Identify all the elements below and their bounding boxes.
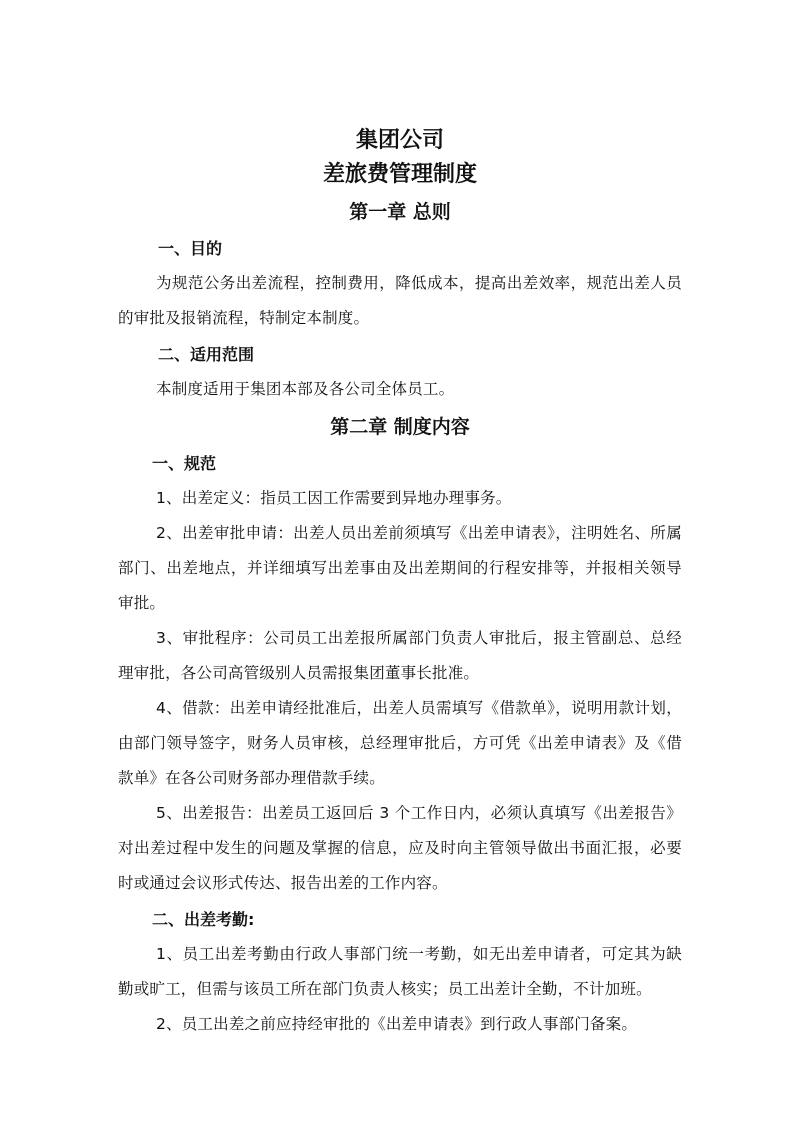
section-heading-attendance: 二、出差考勤: (152, 910, 255, 929)
chapter-heading-1: 第一章 总则 (349, 201, 451, 223)
paragraph-rule-4: 4、借款：出差申请经批准后，出差人员需填写《借款单》，说明用款计划，由部门领导签字，财务人员审核，总经理审批后，方可凭《出差申请表》及《借款单》在各公司财务部办理借款手续。 (118, 699, 682, 787)
paragraph-attendance-1: 1、员工出差考勤由行政人事部门统一考勤，如无出差申请者，可定其为缺勤或旷工，但需与该员工所在部门负责人核实；员工出差计全勤，不计加班。 (118, 945, 682, 998)
document-title-policy: 差旅费管理制度 (322, 162, 477, 187)
paragraph-attendance-2: 2、员工出差之前应持经审批的《出差申请表》到行政人事部门备案。 (156, 1015, 638, 1033)
document-title-company: 集团公司 (355, 128, 444, 153)
paragraph-rule-1: 1、出差定义：指员工因工作需要到异地办理事务。 (156, 489, 512, 507)
paragraph-rule-5: 5、出差报告：出差员工返回后 3 个工作日内，必须认真填写《出差报告》对出差过程中发生的问题及掌握的信息，应及时向主管领导做出书面汇报，必要时或通过会议形式传达、报告出差的工作内容。 (118, 804, 682, 892)
paragraph-rule-3: 3、审批程序：公司员工出差报所属部门负责人审批后，报主管副总、总经理审批，各公司高管级别人员需报集团董事长批准。 (118, 629, 682, 682)
section-heading-scope: 二、适用范围 (158, 345, 255, 364)
paragraph-purpose: 为规范公务出差流程，控制费用，降低成本，提高出差效率，规范出差人员的审批及报销流程，特制定本制度。 (118, 274, 682, 327)
section-heading-rules: 一、规范 (152, 454, 217, 473)
paragraph-rule-2: 2、出差审批申请：出差人员出差前须填写《出差申请表》，注明姓名、所属部门、出差地点，并详细填写出差事由及出差期间的行程安排等，并报相关领导审批。 (118, 524, 682, 612)
section-heading-purpose: 一、目的 (158, 239, 223, 258)
chapter-heading-2: 第二章 制度内容 (330, 416, 470, 438)
paragraph-scope: 本制度适用于集团本部及各公司全体员工。 (156, 380, 455, 398)
